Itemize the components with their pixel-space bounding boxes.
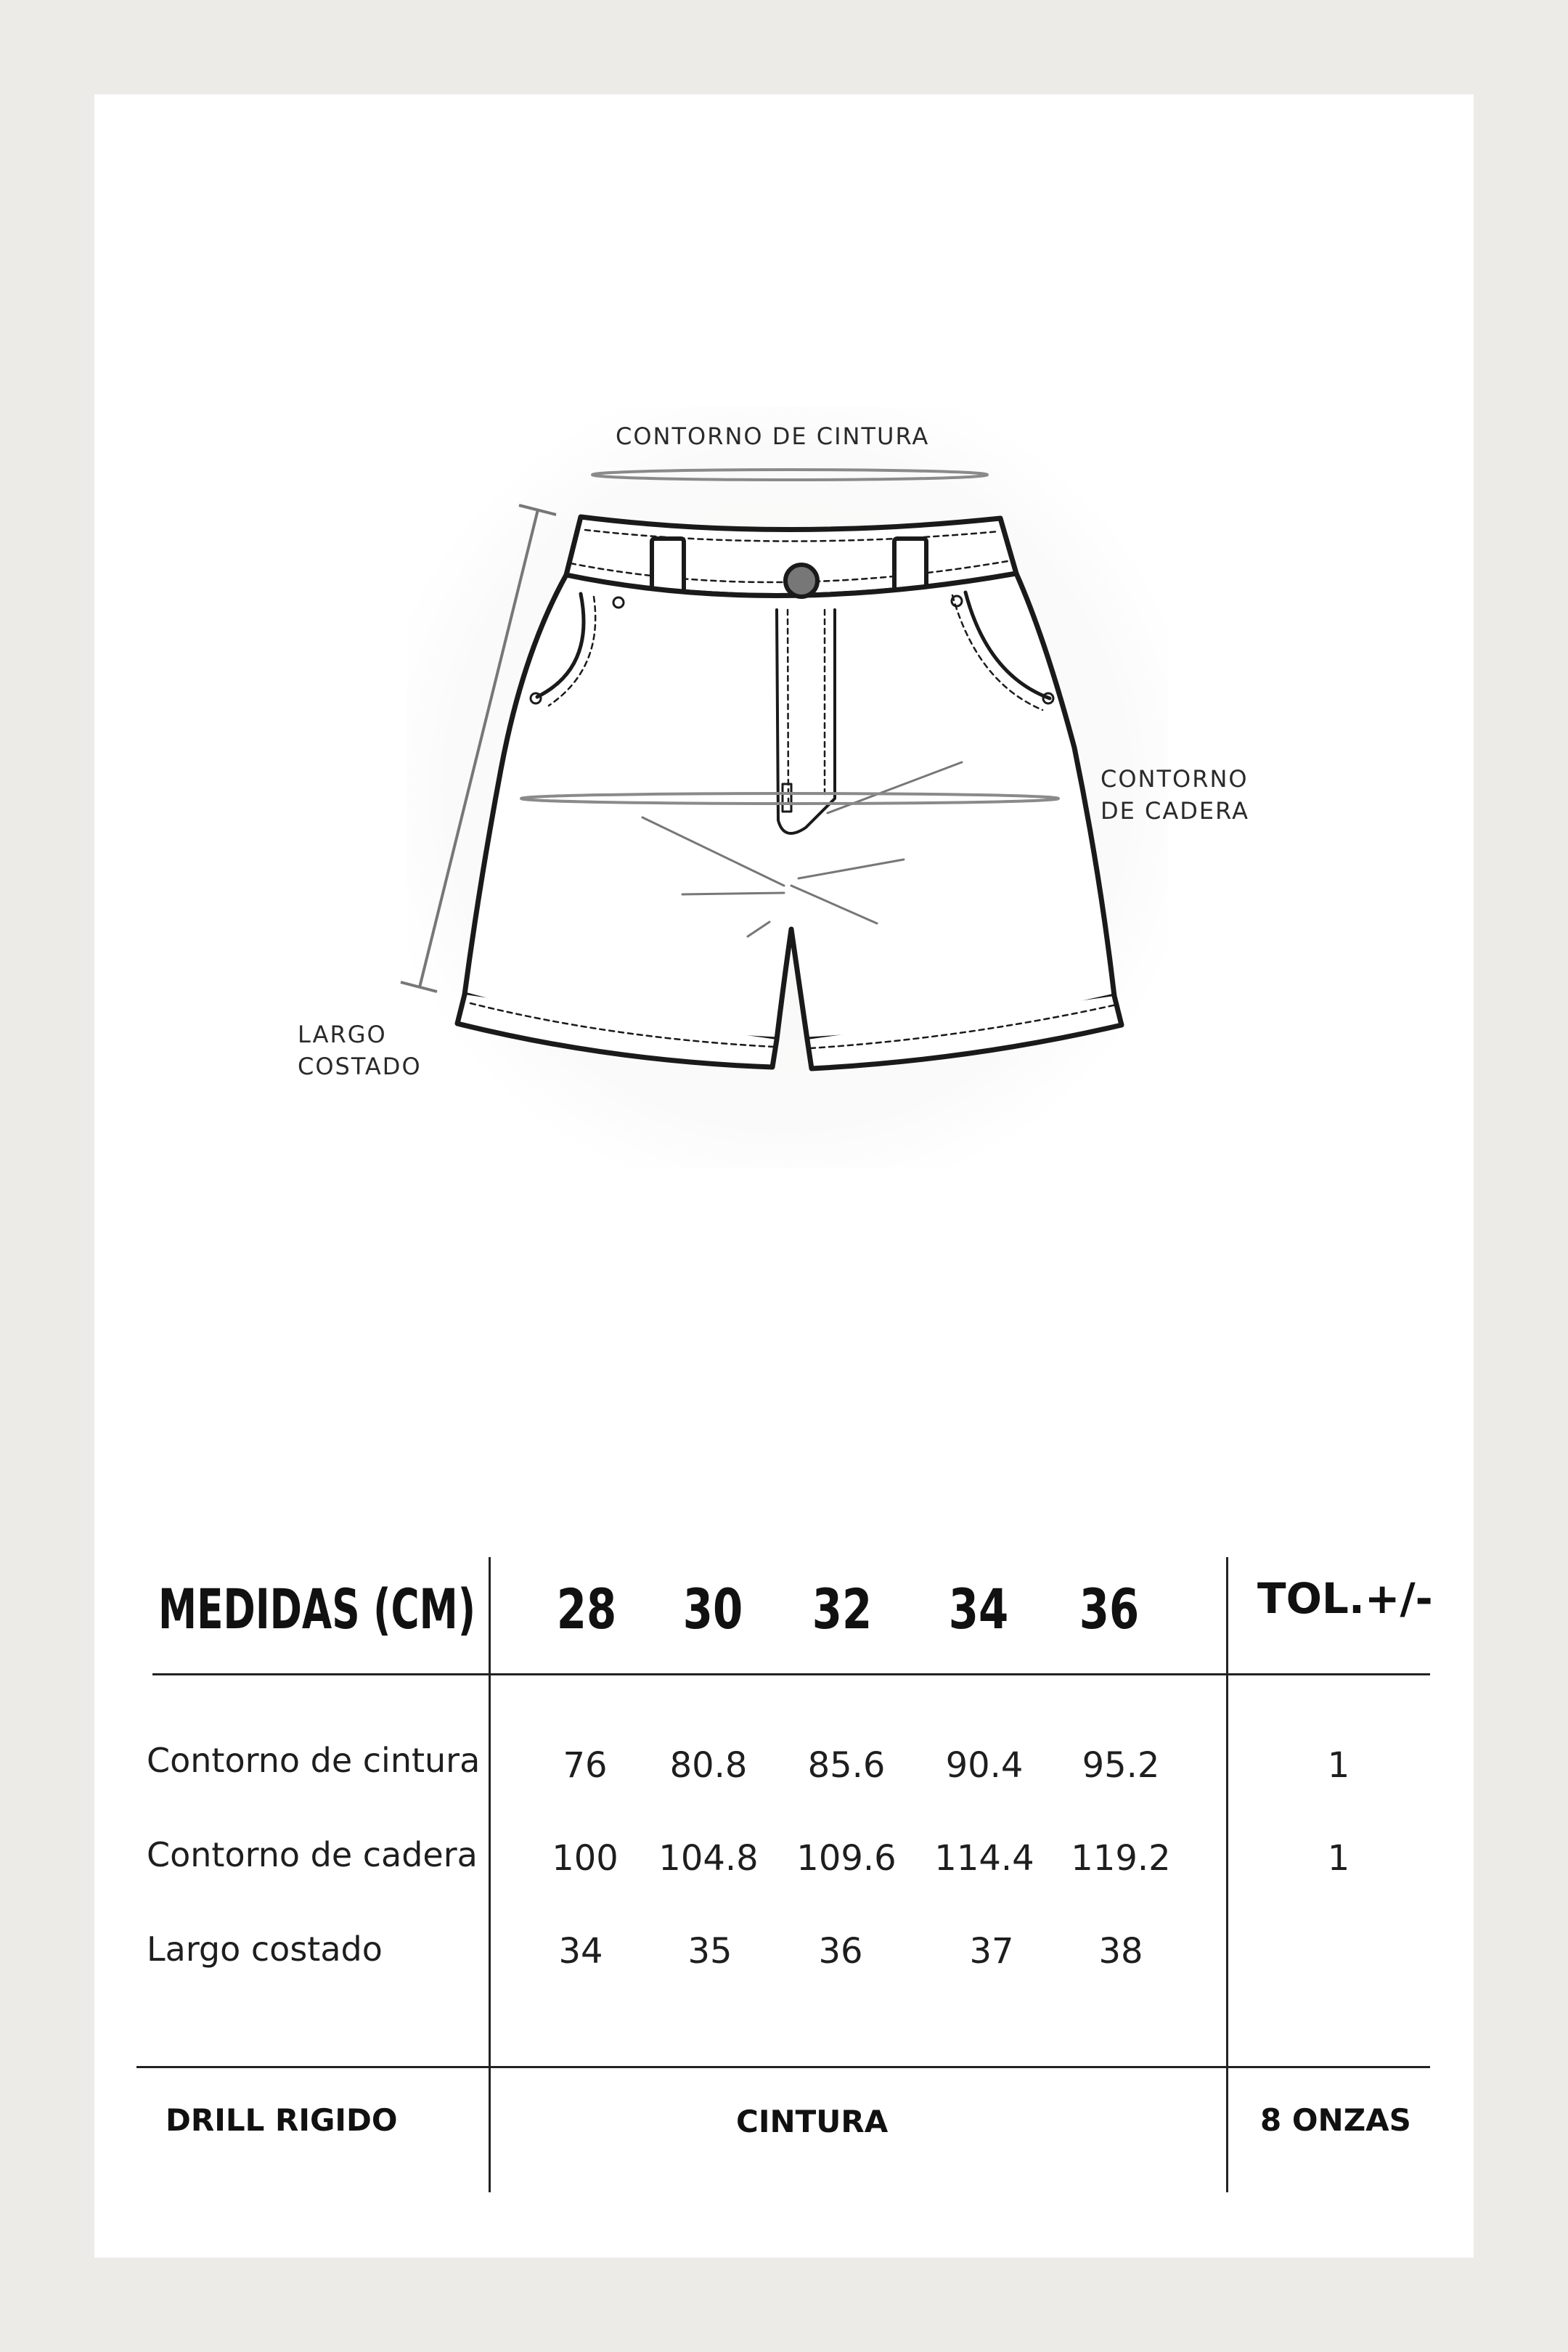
size-column-header: 28 bbox=[556, 1577, 617, 1641]
tolerance-cell: 1 bbox=[1327, 1838, 1350, 1879]
button-icon bbox=[785, 565, 817, 597]
table-cell: 35 bbox=[687, 1931, 732, 1972]
footer-divider bbox=[136, 2066, 1430, 2068]
size-column-header: 34 bbox=[948, 1577, 1009, 1641]
table-cell: 119.2 bbox=[1071, 1838, 1171, 1879]
table-cell: 37 bbox=[969, 1931, 1014, 1972]
size-column-header: 36 bbox=[1079, 1577, 1140, 1641]
header-divider bbox=[152, 1673, 1430, 1675]
tolerance-cell: 1 bbox=[1327, 1745, 1350, 1786]
table-header-measures: MEDIDAS (CM) bbox=[158, 1577, 476, 1641]
row-label-side-length: Largo costado bbox=[147, 1930, 383, 1969]
row-label-waist: Contorno de cintura bbox=[147, 1741, 481, 1780]
table-cell: 100 bbox=[552, 1838, 618, 1879]
hip-label-line2: DE CADERA bbox=[1101, 797, 1249, 825]
table-cell: 95.2 bbox=[1082, 1745, 1160, 1786]
table-cell: 76 bbox=[563, 1745, 608, 1786]
length-label-line1: LARGO bbox=[298, 1021, 387, 1048]
hip-label-line1: CONTORNO bbox=[1101, 765, 1249, 793]
table-cell: 109.6 bbox=[796, 1838, 897, 1879]
table-cell: 34 bbox=[558, 1931, 603, 1972]
column-divider-left bbox=[489, 1557, 491, 2192]
table-cell: 36 bbox=[818, 1931, 863, 1972]
table-cell: 38 bbox=[1098, 1931, 1143, 1972]
length-label-line2: COSTADO bbox=[298, 1053, 422, 1080]
row-label-hip: Contorno de cadera bbox=[147, 1835, 478, 1874]
weight-label: 8 ONZAS bbox=[1260, 2102, 1411, 2138]
column-divider-right bbox=[1226, 1557, 1228, 2192]
table-cell: 90.4 bbox=[945, 1745, 1024, 1786]
tolerance-header: TOL.+/- bbox=[1257, 1574, 1433, 1623]
fabric-label: DRILL RIGIDO bbox=[166, 2102, 398, 2138]
table-cell: 80.8 bbox=[669, 1745, 748, 1786]
table-cell: 104.8 bbox=[658, 1838, 759, 1879]
table-cell: 85.6 bbox=[807, 1745, 886, 1786]
size-column-header: 32 bbox=[812, 1577, 873, 1641]
size-column-header: 30 bbox=[682, 1577, 743, 1641]
table-cell: 114.4 bbox=[934, 1838, 1034, 1879]
fit-label: CINTURA bbox=[736, 2104, 889, 2139]
waist-label: CONTORNO DE CINTURA bbox=[616, 422, 930, 450]
